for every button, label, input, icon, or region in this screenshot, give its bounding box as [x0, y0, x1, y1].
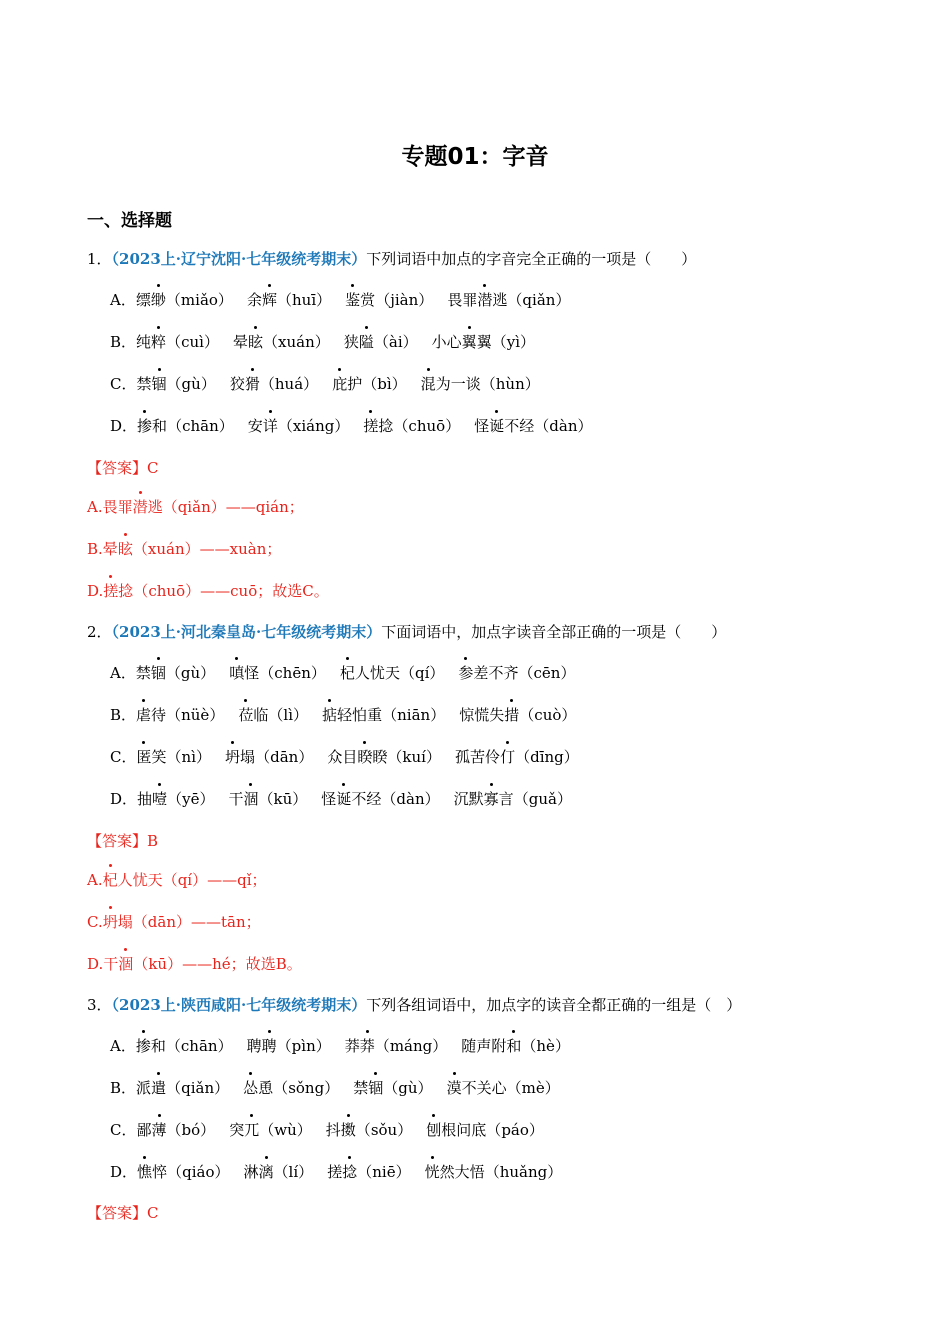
question-stem — [87, 248, 696, 269]
question-source: （2023上·河北秦皇岛·七年级统考期末） — [111, 623, 382, 641]
option-label: D． — [110, 1163, 138, 1181]
option-word: 坍塌（dān） — [225, 748, 314, 766]
option-c — [110, 373, 540, 394]
answer-line: 【答案】C — [87, 1204, 159, 1222]
option-word: 狡猾（huá） — [229, 375, 319, 393]
question-text: 下面词语中，加点字读音全部正确的一项是（ ） — [381, 623, 727, 641]
emphasis-dot-char: 潜 — [477, 291, 493, 309]
option-label: C． — [110, 748, 137, 766]
emphasis-dot-char: 憔 — [137, 1163, 153, 1181]
emphasis-dot-char: 掂 — [322, 706, 338, 724]
emphasis-dot-char: 辉 — [261, 291, 277, 309]
option-d — [110, 415, 593, 436]
explanation-line — [87, 869, 267, 890]
explanation-text: 搓捻（chuō）——cuō；故选C。 — [103, 582, 329, 600]
option-b — [110, 1077, 560, 1098]
option-word: 掺和（chān） — [135, 1037, 233, 1055]
emphasis-dot-char: 聘 — [261, 1037, 277, 1055]
emphasis-dot-char: 锢 — [368, 1079, 384, 1097]
option-word: 鄙薄（bó） — [136, 1121, 216, 1139]
section-heading: 一、选择题 — [87, 211, 172, 231]
emphasis-dot-char: 措 — [504, 706, 520, 724]
explanation-line — [87, 538, 281, 559]
option-word: 虐待（nüè） — [136, 706, 225, 724]
option-word: 惊慌失措（cuò） — [459, 706, 577, 724]
option-word: 派遣（qiǎn） — [136, 1079, 230, 1097]
question-stem — [87, 994, 741, 1015]
option-b — [110, 704, 576, 725]
option-label: B． — [110, 333, 137, 351]
emphasis-dot-char: 眩 — [248, 333, 264, 351]
explanation-line — [87, 953, 302, 974]
option-word: 禁锢（gù） — [353, 1079, 433, 1097]
option-b — [110, 331, 535, 352]
explanation-prefix: A. — [87, 871, 103, 889]
option-word: 参差不齐（cēn） — [458, 664, 576, 682]
option-a — [110, 1035, 570, 1056]
option-c — [110, 1119, 544, 1140]
option-word: 狭隘（ài） — [343, 333, 418, 351]
emphasis-dot-char: 寡 — [483, 790, 499, 808]
option-word: 余辉（huī） — [246, 291, 332, 309]
option-word: 缥缈（miǎo） — [135, 291, 233, 309]
page-title: 专题01：字音 — [401, 144, 549, 170]
emphasis-dot-char: 噎 — [152, 790, 168, 808]
emphasis-dot-char: 涸 — [243, 790, 259, 808]
explanation-line — [87, 580, 329, 601]
explanation-prefix: C. — [87, 913, 103, 931]
option-word: 随声附和（hè） — [461, 1037, 570, 1055]
question-number: 3． — [87, 996, 112, 1014]
question-source: （2023上·陕西咸阳·七年级统考期末） — [111, 996, 367, 1014]
option-word: 刨根问底（páo） — [426, 1121, 544, 1139]
emphasis-dot-char: 怂 — [243, 1079, 259, 1097]
emphasis-dot-char: 详 — [262, 417, 278, 435]
answer-line: 【答案】C — [87, 459, 159, 477]
emphasis-dot-char: 搓 — [103, 582, 119, 600]
option-a — [110, 662, 575, 683]
option-word: 怪诞不经（dàn） — [474, 417, 593, 435]
emphasis-dot-char: 睽 — [357, 748, 373, 766]
emphasis-dot-char: 杞 — [102, 871, 118, 889]
option-word: 漠不关心（mè） — [446, 1079, 560, 1097]
emphasis-dot-char: 诞 — [489, 417, 505, 435]
emphasis-dot-char: 锢 — [150, 664, 166, 682]
option-word: 掂轻怕重（niān） — [322, 706, 446, 724]
option-word: 混为一谈（hùn） — [420, 375, 540, 393]
option-word: 匿笑（nì） — [136, 748, 212, 766]
option-word: 抽噎（yē） — [137, 790, 215, 808]
option-d — [110, 788, 572, 809]
option-word: 恍然大悟（huǎng） — [424, 1163, 563, 1181]
option-word: 禁锢（gù） — [136, 375, 216, 393]
emphasis-dot-char: 掺 — [137, 417, 153, 435]
emphasis-dot-char: 擞 — [340, 1121, 356, 1139]
emphasis-dot-char: 遣 — [151, 1079, 167, 1097]
question-source: （2023上·辽宁沈阳·七年级统考期末） — [111, 250, 367, 268]
answer-line: 【答案】B — [87, 832, 159, 850]
emphasis-dot-char: 莽 — [359, 1037, 375, 1055]
emphasis-dot-char: 混 — [420, 375, 436, 393]
option-word: 莅临（lì） — [238, 706, 309, 724]
emphasis-dot-char: 坍 — [225, 748, 241, 766]
option-word: 纯粹（cuì） — [136, 333, 219, 351]
option-word: 禁锢（gù） — [135, 664, 216, 682]
emphasis-dot-char: 掺 — [135, 1037, 151, 1055]
option-word: 嗔怪（chēn） — [229, 664, 326, 682]
option-word: 安详（xiáng） — [247, 417, 350, 435]
option-word: 聘聘（pìn） — [246, 1037, 331, 1055]
option-word: 干涸（kū） — [228, 790, 308, 808]
emphasis-dot-char: 搓 — [363, 417, 379, 435]
option-c — [110, 746, 579, 767]
explanation-prefix: D. — [87, 582, 104, 600]
emphasis-dot-char: 猾 — [244, 375, 260, 393]
option-label: D． — [110, 790, 138, 808]
question-text: 下列各组词语中，加点字的读音全都正确的一组是（ ） — [366, 996, 742, 1014]
explanation-text: 坍塌（dān）——tān； — [102, 913, 261, 931]
option-word: 掺和（chān） — [137, 417, 234, 435]
emphasis-dot-char: 参 — [458, 664, 474, 682]
explanation-prefix: A. — [87, 498, 103, 516]
option-d — [110, 1161, 562, 1182]
emphasis-dot-char: 刨 — [426, 1121, 442, 1139]
emphasis-dot-char: 坍 — [102, 913, 118, 931]
emphasis-dot-char: 漓 — [258, 1163, 274, 1181]
emphasis-dot-char: 隘 — [358, 333, 374, 351]
emphasis-dot-char: 杞 — [339, 664, 355, 682]
option-label: B． — [110, 1079, 137, 1097]
option-word: 晕眩（xuán） — [232, 333, 330, 351]
explanation-line — [87, 496, 304, 517]
option-label: B． — [110, 706, 137, 724]
option-word: 孤苦伶仃（dīng） — [455, 748, 579, 766]
question-number: 2． — [87, 623, 112, 641]
emphasis-dot-char: 匿 — [136, 748, 152, 766]
explanation-line — [87, 911, 261, 932]
option-label: C． — [110, 375, 137, 393]
emphasis-dot-char: 诞 — [336, 790, 352, 808]
question-stem — [87, 621, 726, 642]
explanation-prefix: B. — [87, 540, 103, 558]
option-label: C． — [110, 1121, 137, 1139]
question-text: 下列词语中加点的字音完全正确的一项是（ ） — [366, 250, 697, 268]
option-label: A． — [110, 291, 136, 309]
explanation-text: 干涸（kū）——hé；故选B。 — [103, 955, 302, 973]
option-word: 莽莽（máng） — [344, 1037, 448, 1055]
emphasis-dot-char: 虐 — [136, 706, 152, 724]
option-word: 抖擞（sǒu） — [325, 1121, 413, 1139]
option-word: 搓捻（niē） — [327, 1163, 411, 1181]
option-word: 畏罪潜逃（qiǎn） — [447, 291, 571, 309]
emphasis-dot-char: 翼 — [461, 333, 477, 351]
option-word: 淋漓（lí） — [243, 1163, 314, 1181]
option-word: 庇护（bì） — [332, 375, 407, 393]
emphasis-dot-char: 恍 — [424, 1163, 440, 1181]
emphasis-dot-char: 捻 — [342, 1163, 358, 1181]
option-label: A． — [110, 1037, 136, 1055]
explanation-prefix: D. — [87, 955, 104, 973]
emphasis-dot-char: 粹 — [151, 333, 167, 351]
option-a — [110, 289, 570, 310]
option-word: 怪诞不经（dàn） — [321, 790, 440, 808]
emphasis-dot-char: 缈 — [150, 291, 166, 309]
option-word: 怂恿（sǒng） — [243, 1079, 340, 1097]
emphasis-dot-char: 庇 — [332, 375, 348, 393]
explanation-text: 畏罪潜逃（qiǎn）——qián； — [102, 498, 304, 516]
emphasis-dot-char: 薄 — [151, 1121, 167, 1139]
option-label: D． — [110, 417, 138, 435]
emphasis-dot-char: 锢 — [151, 375, 167, 393]
emphasis-dot-char: 莅 — [238, 706, 254, 724]
emphasis-dot-char: 和 — [506, 1037, 522, 1055]
option-word: 杞人忧天（qí） — [339, 664, 445, 682]
emphasis-dot-char: 嗔 — [229, 664, 245, 682]
emphasis-dot-char: 漠 — [446, 1079, 462, 1097]
option-label: A． — [110, 664, 136, 682]
emphasis-dot-char: 仃 — [500, 748, 516, 766]
option-word: 沉默寡言（guǎ） — [453, 790, 572, 808]
option-word: 众目睽睽（kuí） — [327, 748, 441, 766]
option-word: 鉴赏（jiàn） — [345, 291, 434, 309]
explanation-text: 晕眩（xuán）——xuàn； — [102, 540, 282, 558]
option-word: 搓捻（chuō） — [363, 417, 461, 435]
emphasis-dot-char: 潜 — [132, 498, 148, 516]
emphasis-dot-char: 涸 — [118, 955, 134, 973]
option-word: 突兀（wù） — [229, 1121, 312, 1139]
emphasis-dot-char: 眩 — [117, 540, 133, 558]
option-word: 小心翼翼（yì） — [431, 333, 536, 351]
option-word: 憔悴（qiáo） — [137, 1163, 230, 1181]
question-number: 1． — [87, 250, 112, 268]
explanation-text: 杞人忧天（qí）——qǐ； — [102, 871, 267, 889]
emphasis-dot-char: 鉴 — [345, 291, 361, 309]
emphasis-dot-char: 兀 — [244, 1121, 260, 1139]
